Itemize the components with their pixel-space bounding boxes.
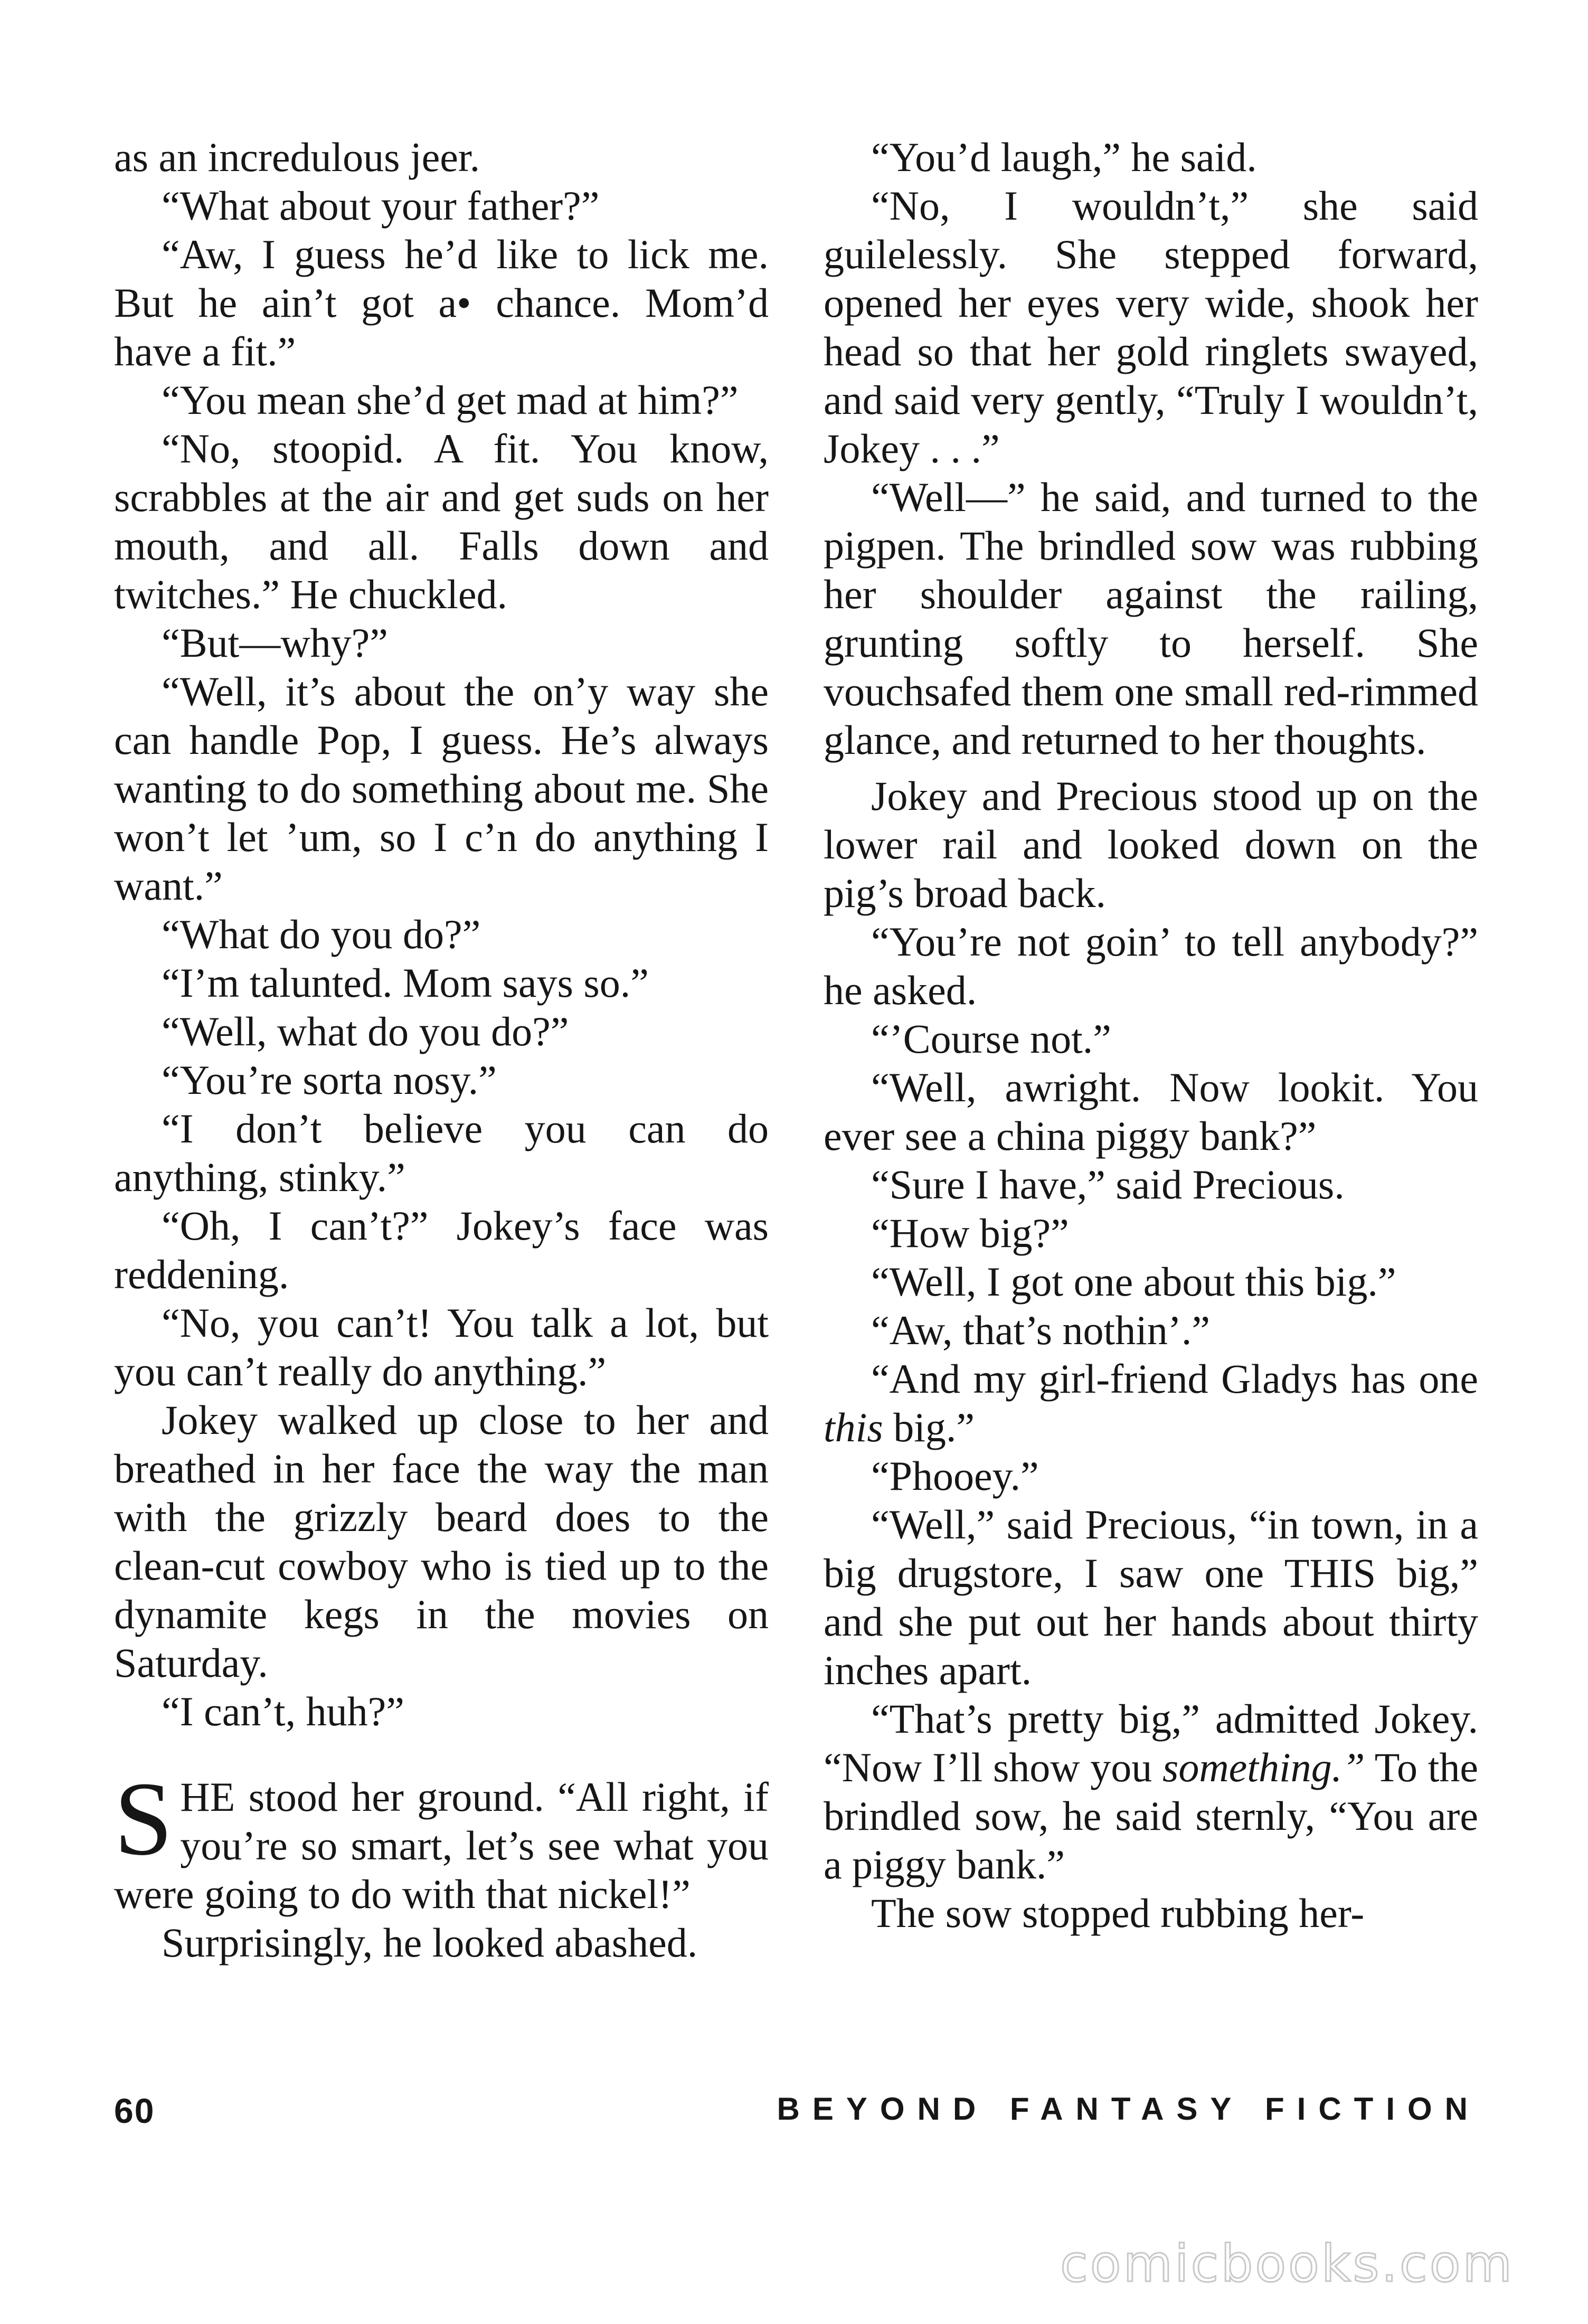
paragraph: “You’d laugh,” he said.	[871, 134, 1257, 180]
paragraph: “You’re not goin’ to tell anybody?” he asked.	[824, 919, 1478, 1013]
paragraph: “I don’t believe you can do anything, stinky.”	[114, 1106, 769, 1200]
paragraph	[824, 1695, 1478, 1889]
text-run: To the brindled sow, he said sternly, “You are a piggy bank.”	[824, 1744, 1478, 1887]
paragraph: “Well, what do you do?”	[162, 1008, 569, 1054]
right-text-column	[824, 133, 1478, 1938]
page-number: 60	[114, 2091, 155, 2130]
paragraph: “Phooey.”	[871, 1453, 1039, 1499]
paragraph: “No, stoopid. A fit. You know, scrabbles at the air and get suds on her mouth, and all. Falls down and twitches.” He chuckled.	[114, 426, 769, 617]
text-run: big.”	[883, 1404, 975, 1450]
paragraph: “Aw, I guess he’d like to lick me. But he ain’t got a• chance. Mom’d have a fit.”	[114, 231, 769, 374]
paragraph: “You mean she’d get mad at him?”	[162, 377, 739, 423]
paragraph: “’Course not.”	[871, 1016, 1111, 1062]
paragraph: Jokey and Precious stood up on the lower rail and looked down on the pig’s broad back.	[824, 773, 1478, 916]
paragraph: “Well, it’s about the on’y way she can handle Pop, I guess. He’s always wanting to do something about me. She won’t let ’um, so I c’n do anything I want.”	[114, 668, 769, 909]
paragraph: Jokey walked up close to her and breathed in her face the way the man with the grizzly beard does to the clean-cut cowboy who is tied up to the dynamite kegs in the movies on Saturday.	[114, 1397, 769, 1686]
text-run: “And my girl-friend Gladys has one	[871, 1356, 1478, 1402]
paragraph: “Sure I have,” said Precious.	[871, 1161, 1345, 1207]
paragraph: “Well,” said Precious, “in town, in a big drugstore, I saw one THIS big,” and she put out her hands about thirty inches apart.	[824, 1501, 1478, 1693]
paragraph: “How big?”	[871, 1210, 1069, 1256]
running-title: BEYOND FANTASY FICTION	[777, 2091, 1480, 2127]
paragraph: “Aw, that’s nothin’.”	[871, 1307, 1210, 1353]
paragraph: “What about your father?”	[162, 183, 600, 229]
emphasis: something.”	[1162, 1744, 1365, 1790]
paragraph: “What do you do?”	[162, 911, 481, 957]
paragraph: as an incredulous jeer.	[114, 134, 480, 180]
paragraph: “Well, I got one about this big.”	[871, 1259, 1396, 1305]
left-text-column	[114, 133, 769, 1967]
paragraph: The sow stopped rubbing her-	[871, 1890, 1365, 1936]
drop-cap: S	[114, 1761, 173, 1877]
watermark: comicbooks.com	[1060, 2234, 1514, 2293]
paragraph: Surprisingly, he looked abashed.	[162, 1920, 698, 1966]
text-run: “That’s pretty big,” admitted Jokey. “Now I’ll show you	[824, 1696, 1478, 1790]
paragraph: “You’re sorta nosy.”	[162, 1057, 497, 1103]
paragraph: “No, you can’t! You talk a lot, but you can’t really do anything.”	[114, 1300, 769, 1394]
paragraph: “Well—” he said, and turned to the pigpen. The brindled sow was rubbing her shoulder against the railing, grunting softly to herself. She vouchsafed them one small red-rimmed glance, and returned to her thoughts.	[824, 474, 1478, 763]
paragraph	[824, 1355, 1478, 1452]
section-opening-paragraph	[114, 1761, 769, 1919]
paragraph: “Oh, I can’t?” Jokey’s face was reddening.	[114, 1203, 769, 1297]
paragraph: “I can’t, huh?”	[162, 1688, 404, 1734]
emphasis: this	[824, 1404, 883, 1450]
paragraph: “Well, awright. Now lookit. You ever see a china piggy bank?”	[824, 1064, 1478, 1159]
paragraph: “I’m talunted. Mom says so.”	[162, 960, 649, 1006]
paragraph: “No, I wouldn’t,” she said guilelessly. She stepped forward, opened her eyes very wide, shook her head so that her gold ringlets swayed, and said very gently, “Truly I wouldn’t, Jokey . . .”	[824, 183, 1478, 471]
paragraph: “But—why?”	[162, 620, 388, 666]
section-opening-text: HE stood her ground. “All right, if you’re so smart, let’s see what you were going to do with that nickel!”	[114, 1774, 769, 1917]
